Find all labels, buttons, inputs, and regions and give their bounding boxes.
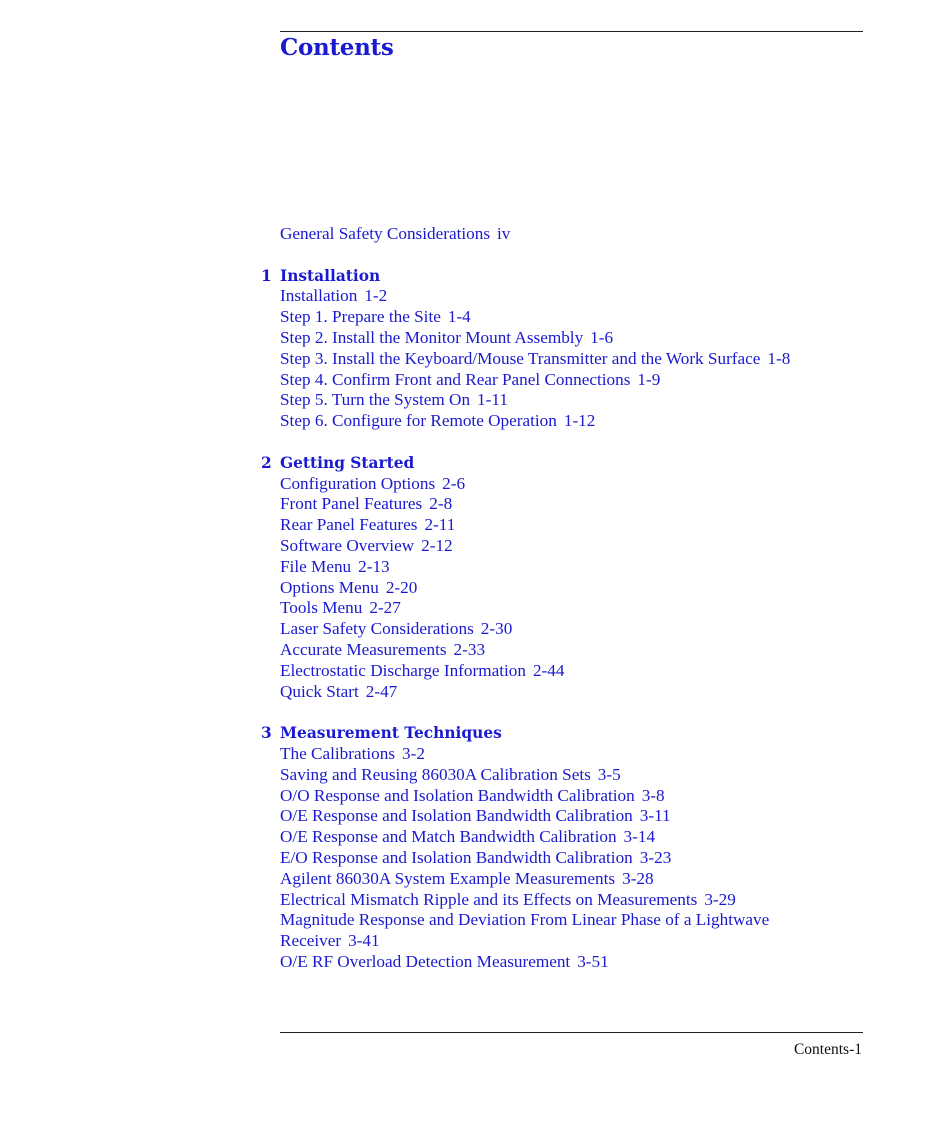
toc-entry[interactable] [280, 328, 933, 349]
toc-entry-page: 2-33 [453, 639, 486, 659]
toc-entry-page: 1-12 [563, 411, 596, 431]
chapter-number: 3 [261, 724, 272, 743]
toc-entry-title: File Menu [280, 556, 352, 576]
toc-entry-title: Software Overview [280, 535, 415, 555]
toc-entry-title: Step 3. Install the Keyboard/Mouse Transmitter and the Work Surface [280, 348, 761, 368]
toc-entry-safety[interactable] [280, 224, 933, 245]
toc-entry-title: Electrical Mismatch Ripple and its Effects on Measurements [280, 889, 698, 909]
toc-entry[interactable] [280, 869, 933, 890]
toc-entry-title: Step 1. Prepare the Site [280, 307, 441, 327]
chapter-heading-1[interactable] [261, 266, 933, 287]
toc-entry[interactable] [280, 307, 933, 328]
toc-entry-title: Step 4. Confirm Front and Rear Panel Connections [280, 369, 631, 389]
toc-entry-page: 3-14 [623, 827, 656, 847]
toc-entry-title: Installation [280, 286, 358, 306]
toc-entry-page: 2-27 [369, 598, 401, 618]
table-of-contents [0, 224, 933, 973]
toc-entry-page: 3-41 [348, 931, 380, 951]
toc-entry-page: 2-11 [424, 515, 456, 535]
chapter-number: 1 [261, 266, 272, 285]
toc-entry-title: Quick Start [280, 681, 359, 701]
toc-entry-title-line2-wrap [280, 931, 820, 952]
toc-entry[interactable] [280, 786, 933, 807]
toc-entry-page: 3-2 [402, 743, 425, 763]
toc-entry[interactable] [280, 848, 933, 869]
toc-entry[interactable] [280, 744, 933, 765]
toc-entry-page: 3-28 [622, 868, 654, 888]
toc-entry[interactable] [280, 827, 933, 848]
chapter-number: 2 [261, 453, 272, 472]
toc-entry-page: 1-2 [364, 286, 388, 306]
toc-entry-title: The Calibrations [280, 743, 396, 763]
toc-entry-title-line1: Magnitude Response and Deviation From Linear Phase of a Lightwave [280, 910, 770, 930]
page-number-footer: Contents-1 [793, 1041, 862, 1058]
toc-entry[interactable] [280, 910, 820, 952]
toc-entry-page: 1-6 [590, 327, 614, 347]
toc-entry[interactable] [280, 640, 933, 661]
toc-entry[interactable] [280, 598, 933, 619]
toc-entry-title: O/E RF Overload Detection Measurement [280, 951, 571, 971]
toc-entry-title: Electrostatic Discharge Information [280, 660, 526, 680]
toc-entry[interactable] [280, 515, 933, 536]
toc-entry-title: Step 2. Install the Monitor Mount Assembly [280, 327, 584, 347]
toc-entry-title: Laser Safety Considerations [280, 619, 474, 639]
toc-entry[interactable] [280, 765, 933, 786]
toc-entry-title: Step 5. Turn the System On [280, 390, 471, 410]
toc-entry[interactable] [280, 806, 933, 827]
toc-entry[interactable] [280, 411, 933, 432]
chapter-title: Getting Started [280, 453, 415, 472]
page-title: Contents [280, 34, 394, 61]
toc-entry[interactable] [280, 474, 933, 495]
toc-entry-title: Step 6. Configure for Remote Operation [280, 411, 557, 431]
toc-entry-page: 2-6 [442, 473, 466, 493]
toc-entry-page: 1-11 [477, 390, 508, 410]
toc-entry-title: Configuration Options [280, 473, 436, 493]
toc-entry[interactable] [280, 390, 933, 411]
toc-entry-title: Saving and Reusing 86030A Calibration Sets [280, 764, 591, 784]
toc-entry-page: 2-12 [421, 535, 453, 555]
toc-entry-page: 3-5 [597, 764, 621, 784]
toc-entry-page: 1-4 [447, 307, 471, 327]
toc-entry-title: O/E Response and Isolation Bandwidth Calibration [280, 806, 633, 826]
toc-entry[interactable] [280, 619, 933, 640]
toc-entry-page: 3-8 [641, 785, 665, 805]
toc-entry-page: 2-47 [365, 681, 398, 701]
toc-entry-page: 2-20 [385, 577, 418, 597]
toc-entry[interactable] [280, 682, 933, 703]
toc-entry[interactable] [280, 557, 933, 578]
toc-entry-title: Agilent 86030A System Example Measurements [280, 868, 616, 888]
chapter-heading-3[interactable] [261, 723, 933, 744]
toc-entry[interactable] [280, 286, 933, 307]
toc-entry-page: 3-29 [704, 889, 736, 909]
toc-entry-page: 2-44 [532, 660, 565, 680]
toc-entry-title-line2: Receiver [280, 931, 342, 951]
toc-entry[interactable] [280, 578, 933, 599]
toc-entry[interactable] [280, 370, 933, 391]
toc-entry-page: 3-51 [577, 951, 609, 971]
toc-entry-title: Options Menu [280, 577, 379, 597]
toc-entry-title: O/E Response and Match Bandwidth Calibration [280, 827, 617, 847]
toc-entry-title: Accurate Measurements [280, 639, 447, 659]
toc-entry[interactable] [280, 890, 933, 911]
toc-entry-page: 2-13 [358, 556, 390, 576]
toc-entry[interactable] [280, 349, 933, 370]
toc-entry-page: 3-11 [639, 806, 671, 826]
toc-entry-page: 2-8 [429, 494, 453, 514]
chapter-title: Measurement Techniques [280, 724, 502, 743]
chapter-title: Installation [280, 266, 381, 285]
toc-entry[interactable] [280, 494, 933, 515]
toc-entry-title: General Safety Considerations [280, 224, 491, 243]
chapter-heading-2[interactable] [261, 453, 933, 474]
toc-entry-title: Rear Panel Features [280, 515, 418, 535]
toc-entry-title: O/O Response and Isolation Bandwidth Calibration [280, 785, 635, 805]
top-rule [280, 31, 863, 32]
toc-entry-title: Front Panel Features [280, 494, 423, 514]
toc-entry-page: 3-23 [639, 847, 672, 867]
toc-entry-page: 1-8 [767, 348, 791, 368]
toc-entry-page: 1-9 [637, 369, 661, 389]
bottom-rule [280, 1032, 863, 1033]
toc-entry[interactable] [280, 661, 933, 682]
toc-entry[interactable] [280, 952, 933, 973]
toc-entry-title: E/O Response and Isolation Bandwidth Calibration [280, 847, 633, 867]
toc-entry-title: Tools Menu [280, 598, 363, 618]
toc-entry[interactable] [280, 536, 933, 557]
toc-entry-page: iv [497, 224, 511, 243]
toc-entry-page: 2-30 [480, 619, 513, 639]
